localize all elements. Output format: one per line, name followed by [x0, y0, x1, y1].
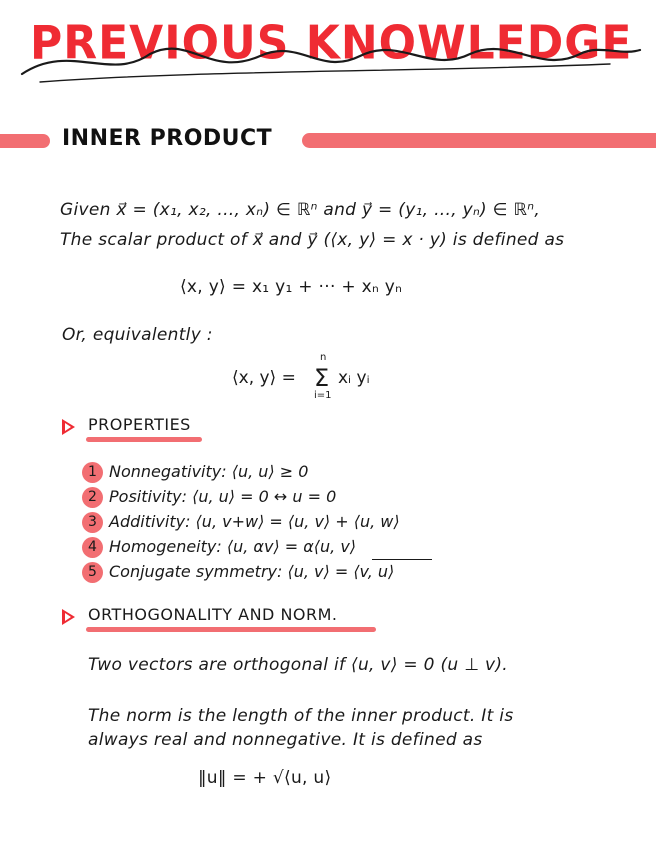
conjugate-overline: [372, 559, 432, 560]
orthogonal-definition: Two vectors are orthogonal if ⟨u, v⟩ = 0 (u ⊥ v).: [88, 655, 509, 675]
property-text: Conjugate symmetry: ⟨u, v⟩ = ⟨v, u⟩: [109, 562, 395, 581]
norm-description-line-1: The norm is the length of the inner product. It is: [88, 706, 514, 726]
section-bar-left: [0, 134, 50, 148]
property-number: 3: [82, 512, 103, 533]
norm-formula: ‖u‖ = + √⟨u, u⟩: [198, 768, 332, 788]
scalar-product-formula: ⟨x, y⟩ = x₁ y₁ + ··· + xₙ yₙ: [180, 277, 403, 297]
heading-underline: [86, 627, 376, 632]
intro-line-1: Given x⃗ = (x₁, x₂, ..., xₙ) ∈ ℝⁿ and y⃗ = (y₁, ..., yₙ) ∈ ℝⁿ,: [60, 200, 541, 220]
property-text: Homogeneity: ⟨u, αv⟩ = α⟨u, v⟩: [109, 537, 357, 556]
property-number: 1: [82, 462, 103, 483]
properties-heading: [62, 415, 262, 445]
property-text: Additivity: ⟨u, v+w⟩ = ⟨u, v⟩ + ⟨u, w⟩: [109, 512, 400, 531]
sum-lower-limit: i=1: [314, 390, 332, 401]
property-number: 5: [82, 562, 103, 583]
sum-formula-lhs: ⟨x, y⟩ =: [232, 368, 296, 388]
title-script-overlay: [0, 12, 656, 90]
equivalently-text: Or, equivalently :: [62, 325, 213, 345]
sum-term: xᵢ yᵢ: [338, 368, 370, 388]
sum-upper-limit: n: [320, 352, 327, 363]
sum-formula: [232, 352, 412, 410]
orthogonality-heading: [62, 605, 422, 635]
heading-underline: [86, 437, 202, 442]
orthogonality-heading-text: ORTHOGONALITY AND NORM.: [88, 605, 338, 624]
section-header: [0, 120, 656, 164]
page-title: PREVIOUS KNOWLEDGE: [30, 16, 633, 71]
sigma-symbol: Σ: [314, 364, 330, 392]
section-title: INNER PRODUCT: [62, 126, 273, 151]
section-bar-right: [302, 133, 656, 148]
intro-line-2: The scalar product of x⃗ and y⃗ (⟨x, y⟩ = x · y) is defined as: [60, 230, 565, 250]
property-text: Positivity: ⟨u, u⟩ = 0 ↔ u = 0: [109, 487, 337, 506]
properties-heading-text: PROPERTIES: [88, 415, 191, 434]
property-number: 4: [82, 537, 103, 558]
property-text: Nonnegativity: ⟨u, u⟩ ≥ 0: [109, 462, 309, 481]
page-title-block: [0, 12, 656, 90]
norm-description-line-2: always real and nonnegative. It is defined as: [88, 730, 483, 750]
property-number: 2: [82, 487, 103, 508]
